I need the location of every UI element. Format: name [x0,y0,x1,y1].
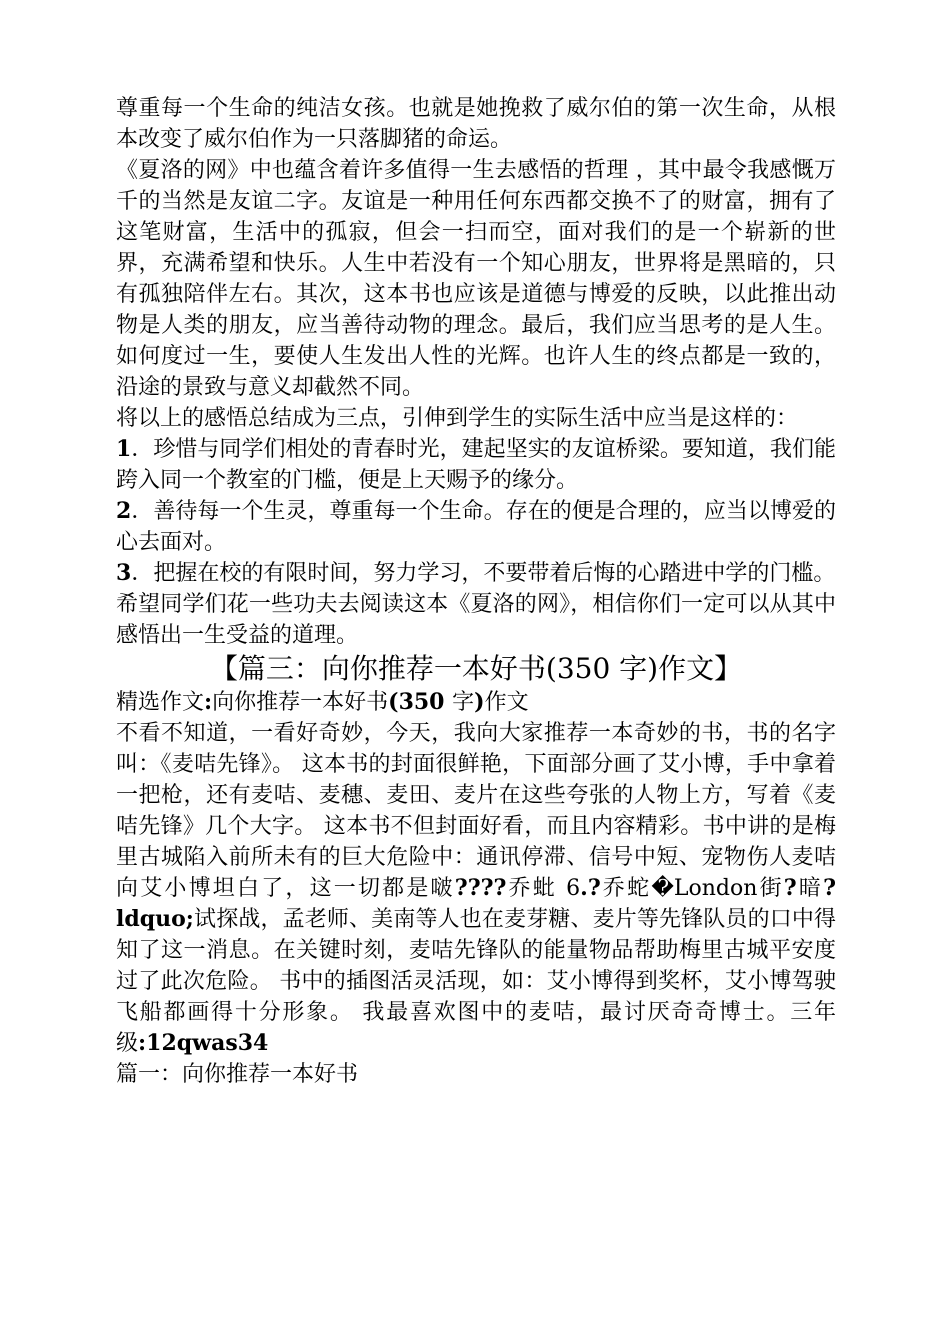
garbled-text: 乔蚍 6 [506,876,581,901]
grade-code: :12qwas34 [138,1030,269,1056]
garbled-text: ?ldquo; [116,875,836,932]
list-item [116,434,836,496]
essay-heading-text: 精选作文 [116,690,205,715]
paragraph: 《夏洛的网》中也蕴含着许多值得一生去感悟的哲理 ，其中最令我感慨万千的当然是友谊二字。友谊是一种用任何东西都交换不了的财富，拥有了这笔财富，生活中的孤寂，但会一扫而空，面对我们的是一个崭新的世界，充满希望和快乐。人生中若没有一个知心朋友，世界将是黑暗的，只有孤独陪伴左右。其次，这本书也应该是道德与博爱的反映，以此推出动物是人类的朋友，应当善待动物的理念。最后，我们应当思考的是人生。如何度过一生，要使人生发出人性的光辉。也许人生的终点都是一致的，沿途的景致与意义却截然不同。 [116,158,836,400]
list-number: 3 [116,560,132,586]
paragraph [116,718,836,1059]
paragraph: 将以上的感悟总结成为三点，引伸到学生的实际生活中应当是这样的： [116,406,799,431]
essay-heading-text: 向你推荐一本好书 [212,690,389,715]
garbled-text: 乔蛇�London街 [600,876,784,901]
essay-heading [116,687,836,718]
essay-heading-paren: ) [474,689,485,715]
list-number: 1 [116,436,132,462]
paragraph-text: 试探战，孟老师、美南等人也在麦芽糖、麦片等先锋队员的口中得知了这一消息。在关键时刻，麦咭先锋队的能量物品帮助梅里古城平安度过了此次危险。 书中的插图活灵活现，如：艾小博得到奖杯，艾小博驾驶飞船都画得十分形象。 我最喜欢图中的麦咭，最讨厌奇奇博士。三年级 [116,907,836,1056]
list-text: ．把握在校的有限时间，努力学习，不要带着后悔的心踏进中学的门槛。 [131,561,836,586]
paragraph: 尊重每一个生命的纯洁女孩。也就是她挽救了威尔伯的第一次生命，从根本改变了威尔伯作为一只落脚猪的命运。 [116,96,836,152]
essay-heading-number: (350 [388,689,453,715]
paragraph-text: 不看不知道，一看好奇妙，今天，我向大家推荐一本奇妙的书，书的名字叫：《麦咭先锋》。 这本书的封面很鲜艳，下面部分画了艾小博，手中拿着一把枪，还有麦咭、麦穗、麦田、麦片在这些夸张的人物上方，写着《麦咭先锋》几个大字。 这本书不但封面好看，而且内容精彩。书中讲的是梅里古城陷入前所未有的巨大危险中：通讯停滞、信号中短、宠物伤人麦咭向艾小博坦白了，这一切都是啵 [116,721,836,901]
garbled-text: 暗 [796,876,824,901]
essay-heading-text: 作文 [484,690,529,715]
garbled-text: ? [783,875,797,901]
paragraph: 希望同学们花一些功夫去阅读这本《夏洛的网》，相信你们一定可以从其中感悟出一生受益的道理。 [116,592,836,648]
essay-heading-text: 字 [452,690,475,715]
section-title: 【篇三：向你推荐一本好书(350 字)作文】 [209,652,743,685]
garbled-text: .? [580,875,601,901]
list-text: ．善待每一个生灵，尊重每一个生命。存在的便是合理的，应当以博爱的心去面对。 [116,499,836,555]
essay-heading-colon: : [204,689,213,715]
list-number: 2 [116,498,132,524]
list-item [116,558,836,589]
document-body [116,93,836,1090]
garbled-text: ???? [454,875,507,901]
paragraph: 篇一：向你推荐一本好书 [116,1062,359,1087]
list-item [116,496,836,558]
list-text: ．珍惜与同学们相处的青春时光，建起坚实的友谊桥梁。要知道，我们能跨入同一个教室的门槛，便是上天赐予的缘分。 [116,437,836,493]
